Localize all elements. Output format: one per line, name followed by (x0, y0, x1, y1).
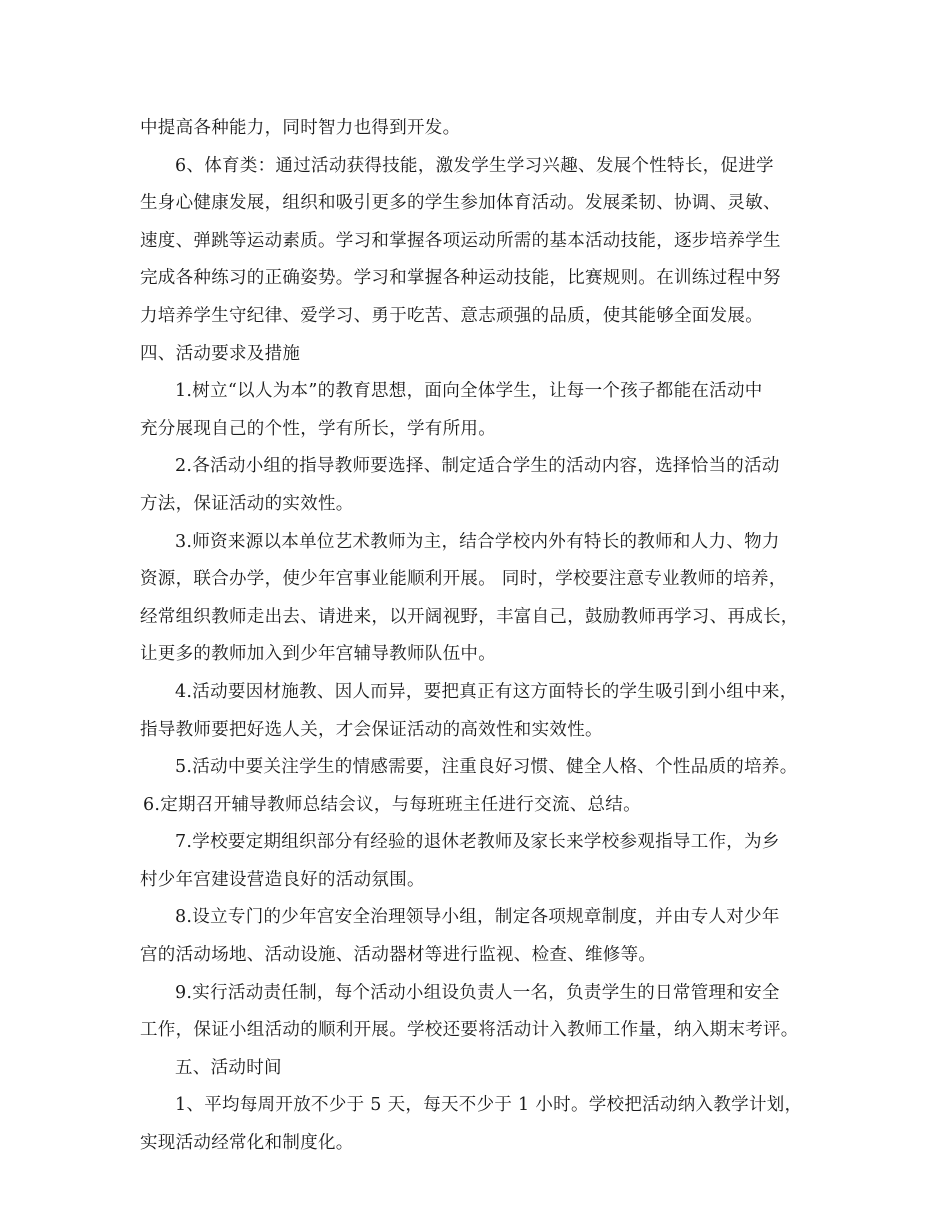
text-line: 速度、弹跳等运动素质。学习和掌握各项运动所需的基本活动技能，逐步培养学生 (140, 230, 781, 251)
text-line: 6、体育类：通过活动获得技能，激发学生学习兴趣、发展个性特长，促进学 (175, 155, 774, 176)
text-line: 指导教师要把好选人关，才会保证活动的高效性和实效性。 (140, 719, 603, 740)
text-line: 5.活动中要关注学生的情感需要，注重良好习惯、健全人格、个性品质的培养。 (175, 757, 798, 778)
text-line: 完成各种练习的正确姿势。学习和掌握各种运动技能，比赛规则。在训练过程中努 (140, 268, 781, 289)
text-line: 1.树立“以人为本”的教育思想，面向全体学生，让每一个孩子都能在活动中 (175, 381, 763, 402)
text-line: 3.师资来源以本单位艺术教师为主，结合学校内外有特长的教师和人力、物力 (175, 531, 780, 552)
text-line: 6.定期召开辅导教师总结会议，与每班班主任进行交流、总结。 (143, 794, 641, 815)
text-line: 资源，联合办学，使少年宫事业能顺利开展。 同时，学校要注意专业教师的培养， (140, 569, 787, 590)
section-heading: 四、活动要求及措施 (140, 343, 301, 364)
text-line: 让更多的教师加入到少年宫辅导教师队伍中。 (140, 644, 496, 665)
text-line: 工作，保证小组活动的顺利开展。学校还要将活动计入教师工作量，纳入期末考评。 (140, 1020, 799, 1041)
text-line: 力培养学生守纪律、爱学习、勇于吃苦、意志顽强的品质，使其能够全面发展。 (140, 305, 763, 326)
text-line: 9.实行活动责任制，每个活动小组设负责人一名，负责学生的日常管理和安全 (175, 982, 780, 1003)
text-line: 村少年宫建设营造良好的活动氛围。 (140, 869, 425, 890)
text-line: 生身心健康发展，组织和吸引更多的学生参加体育活动。发展柔韧、协调、灵敏、 (140, 193, 781, 214)
text-line: 实现活动经常化和制度化。 (140, 1133, 354, 1154)
text-line: 方法，保证活动的实效性。 (140, 493, 354, 514)
text-line: 经常组织教师走出去、请进来，以开阔视野，丰富自己，鼓励教师再学习、再成长， (140, 606, 799, 627)
text-line: 充分展现自己的个性，学有所长，学有所用。 (140, 418, 496, 439)
section-heading: 五、活动时间 (175, 1057, 282, 1078)
text-line: 宫的活动场地、活动设施、活动器材等进行监视、检查、维修等。 (140, 945, 657, 966)
document-body (140, 110, 825, 1163)
text-line: 1、平均每周开放不少于 5 天，每天不少于 1 小时。学校把活动纳入教学计划， (175, 1095, 803, 1116)
text-line: 8.设立专门的少年宫安全治理领导小组，制定各项规章制度，并由专人对少年 (175, 907, 780, 928)
text-line: 中提高各种能力，同时智力也得到开发。 (140, 118, 461, 138)
text-line: 2.各活动小组的指导教师要选择、制定适合学生的活动内容，选择恰当的活动 (175, 456, 780, 477)
text-line: 7.学校要定期组织部分有经验的退休老教师及家长来学校参观指导工作，为乡 (175, 832, 780, 853)
text-line: 4.活动要因材施教、因人而异，要把真正有这方面特长的学生吸引到小组中来， (175, 681, 798, 702)
